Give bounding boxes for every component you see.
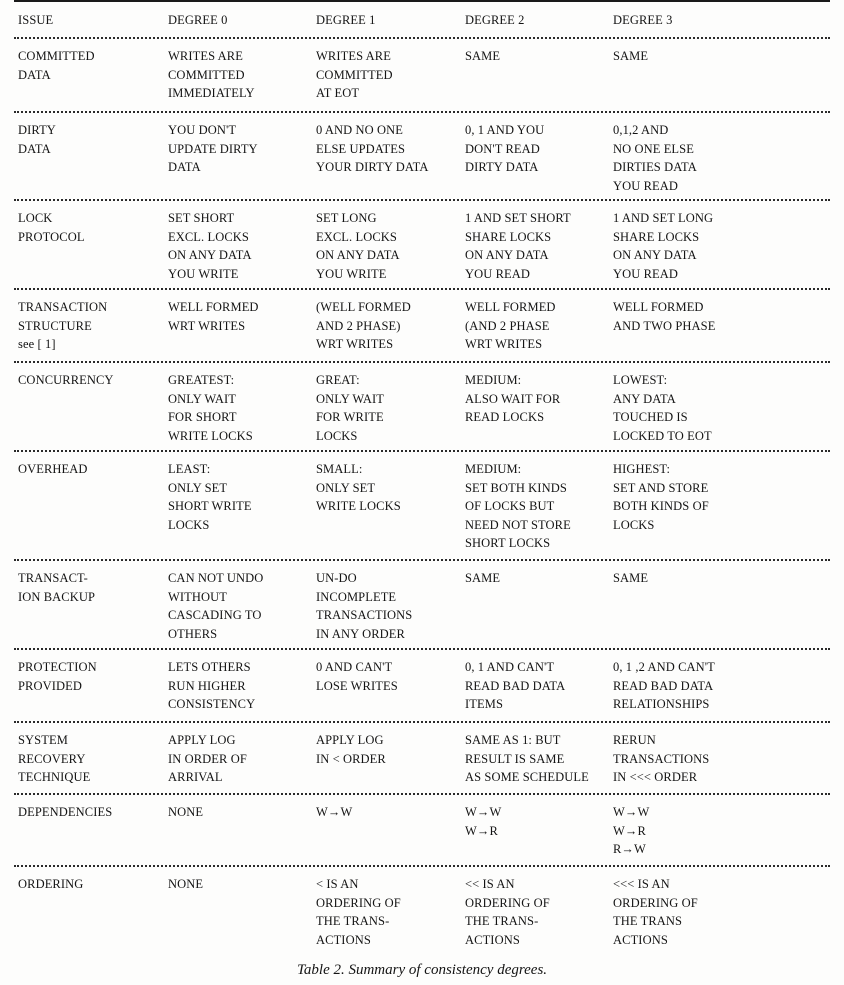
cell-line: SAME — [465, 571, 501, 585]
cell-line: <<< IS AN — [613, 877, 670, 891]
cell-line: AND TWO PHASE — [613, 318, 716, 333]
cell-line: LOCK — [18, 211, 53, 225]
cell-line: COMMITTED — [168, 67, 245, 82]
cell-line: RUN HIGHER — [168, 678, 246, 693]
cell-line: 0 AND NO ONE — [316, 123, 403, 137]
cell-line: W→W — [613, 805, 650, 819]
degree-1-cell — [316, 731, 386, 768]
cell-line: WRITES ARE — [316, 49, 391, 63]
issue-cell — [18, 121, 56, 158]
cell-line: ELSE UPDATES — [316, 141, 406, 156]
cell-line: ARRIVAL — [168, 770, 223, 785]
issue-cell — [18, 460, 88, 479]
cell-line: W→W — [465, 805, 502, 819]
cell-line: NEED NOT STORE — [465, 517, 571, 532]
cell-line: DATA — [168, 160, 201, 175]
cell-line: INCOMPLETE — [316, 589, 397, 604]
cell-line: LEAST: — [168, 462, 211, 476]
cell-line: ION BACKUP — [18, 589, 96, 604]
cell-line: FOR WRITE — [316, 410, 384, 425]
cell-line: THE TRANS — [613, 914, 683, 929]
degree-0-cell — [168, 371, 253, 445]
degree-0-cell — [168, 731, 247, 787]
degree-2-cell — [465, 121, 544, 177]
issue-cell — [18, 731, 90, 787]
cell-line: OTHERS — [168, 626, 218, 641]
cell-line: EXCL. LOCKS — [316, 229, 397, 244]
cell-line: GREATEST: — [168, 373, 235, 387]
cell-line: SHORT WRITE — [168, 499, 252, 514]
degree-1-cell — [316, 209, 400, 283]
cell-line: < IS AN — [316, 877, 359, 891]
degree-3-cell — [613, 875, 698, 949]
degree-0-cell — [168, 875, 203, 894]
cell-line: TRANSACTIONS — [613, 751, 710, 766]
cell-line: WRT WRITES — [168, 318, 246, 333]
degree-0-cell — [168, 47, 255, 103]
cell-line: LETS OTHERS — [168, 660, 251, 674]
degree-2-cell — [465, 875, 550, 949]
cell-line: READ BAD DATA — [465, 678, 566, 693]
degree-1-cell — [316, 460, 401, 516]
cell-line: LOSE WRITES — [316, 678, 398, 693]
cell-line: ITEMS — [465, 697, 503, 712]
cell-line: 1 AND SET LONG — [613, 211, 714, 225]
cell-line: IMMEDIATELY — [168, 86, 255, 101]
degree-1-cell — [316, 875, 401, 949]
cell-line: WRT WRITES — [465, 337, 543, 352]
degree-1-cell — [316, 47, 393, 103]
cell-line: THE TRANS- — [316, 914, 390, 929]
degree-3-cell — [613, 731, 709, 787]
cell-line: OF LOCKS BUT — [465, 499, 555, 514]
cell-line: TECHNIQUE — [18, 770, 91, 785]
cell-line: AT EOT — [316, 86, 360, 101]
degree-2-cell — [465, 569, 500, 588]
cell-line: CAN NOT UNDO — [168, 571, 264, 585]
issue-cell — [18, 298, 107, 354]
row-separator — [14, 648, 830, 650]
degree-2-cell — [465, 371, 560, 427]
degree-3-cell — [613, 209, 713, 283]
cell-line: ORDERING OF — [465, 895, 550, 910]
cell-line: ONLY WAIT — [316, 391, 385, 406]
row-separator — [14, 450, 830, 452]
cell-line: ACTIONS — [613, 932, 668, 947]
cell-line: ON ANY DATA — [316, 248, 400, 263]
cell-line: DATA — [18, 141, 51, 156]
cell-line: YOUR DIRTY DATA — [316, 160, 429, 175]
cell-line: TRANSACTION — [18, 300, 108, 314]
cell-line: LOWEST: — [613, 373, 668, 387]
cell-line: STRUCTURE — [18, 318, 92, 333]
cell-line: NO ONE ELSE — [613, 141, 694, 156]
column-header: DEGREE 2 — [465, 13, 525, 27]
cell-line: W→W — [316, 805, 353, 819]
issue-cell — [18, 569, 95, 606]
cell-line: AS SOME SCHEDULE — [465, 770, 589, 785]
cell-line: SET BOTH KINDS — [465, 480, 567, 495]
cell-line: ANY DATA — [613, 391, 676, 406]
cell-line: UPDATE DIRTY — [168, 141, 258, 156]
degree-1-cell — [316, 803, 352, 822]
row-separator — [14, 199, 830, 201]
cell-line: SET SHORT — [168, 211, 235, 225]
cell-line: DEPENDENCIES — [18, 805, 113, 819]
cell-line: WRITE LOCKS — [316, 499, 401, 514]
cell-line: WELL FORMED — [613, 300, 704, 314]
degree-1-cell — [316, 371, 384, 445]
cell-line: HIGHEST: — [613, 462, 671, 476]
row-separator — [14, 793, 830, 795]
cell-line: AND 2 PHASE) — [316, 318, 401, 333]
cell-line: YOU WRITE — [168, 266, 239, 281]
degree-1-cell — [316, 569, 412, 643]
cell-line: SMALL: — [316, 462, 363, 476]
cell-line: SYSTEM — [18, 733, 68, 747]
row-separator — [14, 865, 830, 867]
cell-line: SET AND STORE — [613, 480, 709, 495]
cell-line: APPLY LOG — [168, 733, 236, 747]
row-separator — [14, 361, 830, 363]
row-separator — [14, 37, 830, 39]
cell-line: WRT WRITES — [316, 337, 394, 352]
cell-line: TRANSACT- — [18, 571, 88, 585]
cell-line: GREAT: — [316, 373, 360, 387]
cell-line: CONSISTENCY — [168, 697, 256, 712]
degree-2-cell — [465, 803, 501, 840]
degree-0-cell — [168, 569, 263, 643]
cell-line: R→W — [613, 842, 646, 857]
row-separator — [14, 721, 830, 723]
cell-line: DIRTIES DATA — [613, 160, 697, 175]
degree-3-cell — [613, 658, 715, 714]
cell-line: WRITE LOCKS — [168, 428, 253, 443]
issue-cell — [18, 875, 83, 894]
cell-line: NONE — [168, 877, 204, 891]
row-separator — [14, 559, 830, 561]
cell-line: SAME — [465, 49, 501, 63]
cell-line: ON ANY DATA — [613, 248, 697, 263]
cell-line: 1 AND SET SHORT — [465, 211, 571, 225]
cell-line: WELL FORMED — [465, 300, 556, 314]
degree-2-cell — [465, 731, 589, 787]
issue-cell — [18, 47, 95, 84]
cell-line: WITHOUT — [168, 589, 228, 604]
cell-line: LOCKS — [168, 517, 210, 532]
cell-line: ORDERING OF — [316, 895, 401, 910]
cell-line: APPLY LOG — [316, 733, 384, 747]
column-header: DEGREE 0 — [168, 13, 228, 27]
cell-line: READ LOCKS — [465, 410, 545, 425]
cell-line: RELATIONSHIPS — [613, 697, 710, 712]
cell-line: W→R — [613, 823, 646, 838]
cell-line: W→R — [465, 823, 498, 838]
cell-line: ACTIONS — [465, 932, 520, 947]
cell-line: UN-DO — [316, 571, 357, 585]
row-separator — [14, 111, 830, 113]
column-header: ISSUE — [18, 13, 54, 27]
cell-line: ONLY SET — [316, 480, 376, 495]
cell-line: THE TRANS- — [465, 914, 539, 929]
cell-line: << IS AN — [465, 877, 515, 891]
degree-0-cell — [168, 658, 255, 714]
cell-line: MEDIUM: — [465, 373, 522, 387]
cell-line: DON'T READ — [465, 141, 540, 156]
cell-line: TRANSACTIONS — [316, 608, 413, 623]
cell-line: see [ 1] — [18, 337, 56, 352]
cell-line: SHARE LOCKS — [613, 229, 700, 244]
issue-cell — [18, 209, 85, 246]
row-separator — [14, 288, 830, 290]
cell-line: CONCURRENCY — [18, 373, 114, 387]
cell-line: RERUN — [613, 733, 656, 747]
cell-line: ON ANY DATA — [168, 248, 252, 263]
issue-cell — [18, 371, 114, 390]
degree-2-cell — [465, 460, 571, 553]
cell-line: LOCKS — [316, 428, 358, 443]
cell-line: WELL FORMED — [168, 300, 259, 314]
cell-line: DIRTY DATA — [465, 160, 539, 175]
column-header: DEGREE 3 — [613, 13, 673, 27]
cell-line: 0 AND CAN'T — [316, 660, 393, 674]
degree-2-cell — [465, 47, 500, 66]
cell-line: YOU READ — [613, 266, 679, 281]
degree-0-cell — [168, 209, 252, 283]
degree-3-cell — [613, 121, 697, 195]
column-header: DEGREE 1 — [316, 13, 376, 27]
cell-line: ON ANY DATA — [465, 248, 549, 263]
cell-line: MEDIUM: — [465, 462, 522, 476]
cell-line: FOR SHORT — [168, 410, 237, 425]
cell-line: SAME — [613, 571, 649, 585]
cell-line: PROTECTION — [18, 660, 97, 674]
degree-3-cell — [613, 569, 648, 588]
degree-3-cell — [613, 803, 649, 859]
cell-line: YOU DON'T — [168, 123, 237, 137]
cell-line: DATA — [18, 67, 51, 82]
cell-line: NONE — [168, 805, 204, 819]
cell-line: SAME AS 1: BUT — [465, 733, 561, 747]
cell-line: 0, 1 ,2 AND CAN'T — [613, 660, 715, 674]
cell-line: 0, 1 AND YOU — [465, 123, 545, 137]
cell-line: BOTH KINDS OF — [613, 499, 709, 514]
degree-2-cell — [465, 658, 565, 714]
cell-line: IN ANY ORDER — [316, 626, 405, 641]
cell-line: LOCKED TO EOT — [613, 428, 712, 443]
cell-line: RECOVERY — [18, 751, 86, 766]
issue-cell — [18, 803, 112, 822]
cell-line: SAME — [613, 49, 649, 63]
cell-line: WRITES ARE — [168, 49, 243, 63]
cell-line: LOCKS — [613, 517, 655, 532]
cell-line: DIRTY — [18, 123, 56, 137]
cell-line: IN < ORDER — [316, 751, 386, 766]
cell-line: ONLY SET — [168, 480, 228, 495]
cell-line: IN ORDER OF — [168, 751, 247, 766]
cell-line: COMMITTED — [18, 49, 95, 63]
degree-0-cell — [168, 803, 203, 822]
degree-1-cell — [316, 298, 411, 354]
degree-1-cell — [316, 121, 428, 177]
cell-line: COMMITTED — [316, 67, 393, 82]
cell-line: 0,1,2 AND — [613, 123, 669, 137]
cell-line: ORDERING OF — [613, 895, 698, 910]
cell-line: ALSO WAIT FOR — [465, 391, 561, 406]
cell-line: SHORT LOCKS — [465, 536, 551, 551]
degree-0-cell — [168, 298, 259, 335]
cell-line: PROVIDED — [18, 678, 82, 693]
cell-line: PROTOCOL — [18, 229, 85, 244]
cell-line: YOU READ — [613, 178, 679, 193]
degree-2-cell — [465, 209, 571, 283]
degree-3-cell — [613, 298, 715, 335]
cell-line: 0, 1 AND CAN'T — [465, 660, 555, 674]
cell-line: YOU WRITE — [316, 266, 387, 281]
cell-line: ORDERING — [18, 877, 84, 891]
cell-line: TOUCHED IS — [613, 410, 688, 425]
table-caption: Table 2. Summary of consistency degrees. — [296, 962, 548, 978]
cell-line: CASCADING TO — [168, 608, 262, 623]
issue-cell — [18, 658, 97, 695]
table-top-rule — [14, 0, 830, 2]
cell-line: READ BAD DATA — [613, 678, 714, 693]
cell-line: SHARE LOCKS — [465, 229, 552, 244]
cell-line: IN <<< ORDER — [613, 770, 698, 785]
cell-line: YOU READ — [465, 266, 531, 281]
degree-0-cell — [168, 460, 252, 534]
cell-line: (WELL FORMED — [316, 300, 411, 314]
cell-line: EXCL. LOCKS — [168, 229, 249, 244]
cell-line: OVERHEAD — [18, 462, 88, 476]
degree-3-cell — [613, 460, 709, 534]
degree-3-cell — [613, 371, 712, 445]
degree-0-cell — [168, 121, 258, 177]
degree-1-cell — [316, 658, 398, 695]
cell-line: ONLY WAIT — [168, 391, 237, 406]
cell-line: SET LONG — [316, 211, 377, 225]
degree-2-cell — [465, 298, 556, 354]
cell-line: ACTIONS — [316, 932, 371, 947]
cell-line: RESULT IS SAME — [465, 751, 565, 766]
degree-3-cell — [613, 47, 648, 66]
cell-line: (AND 2 PHASE — [465, 318, 550, 333]
